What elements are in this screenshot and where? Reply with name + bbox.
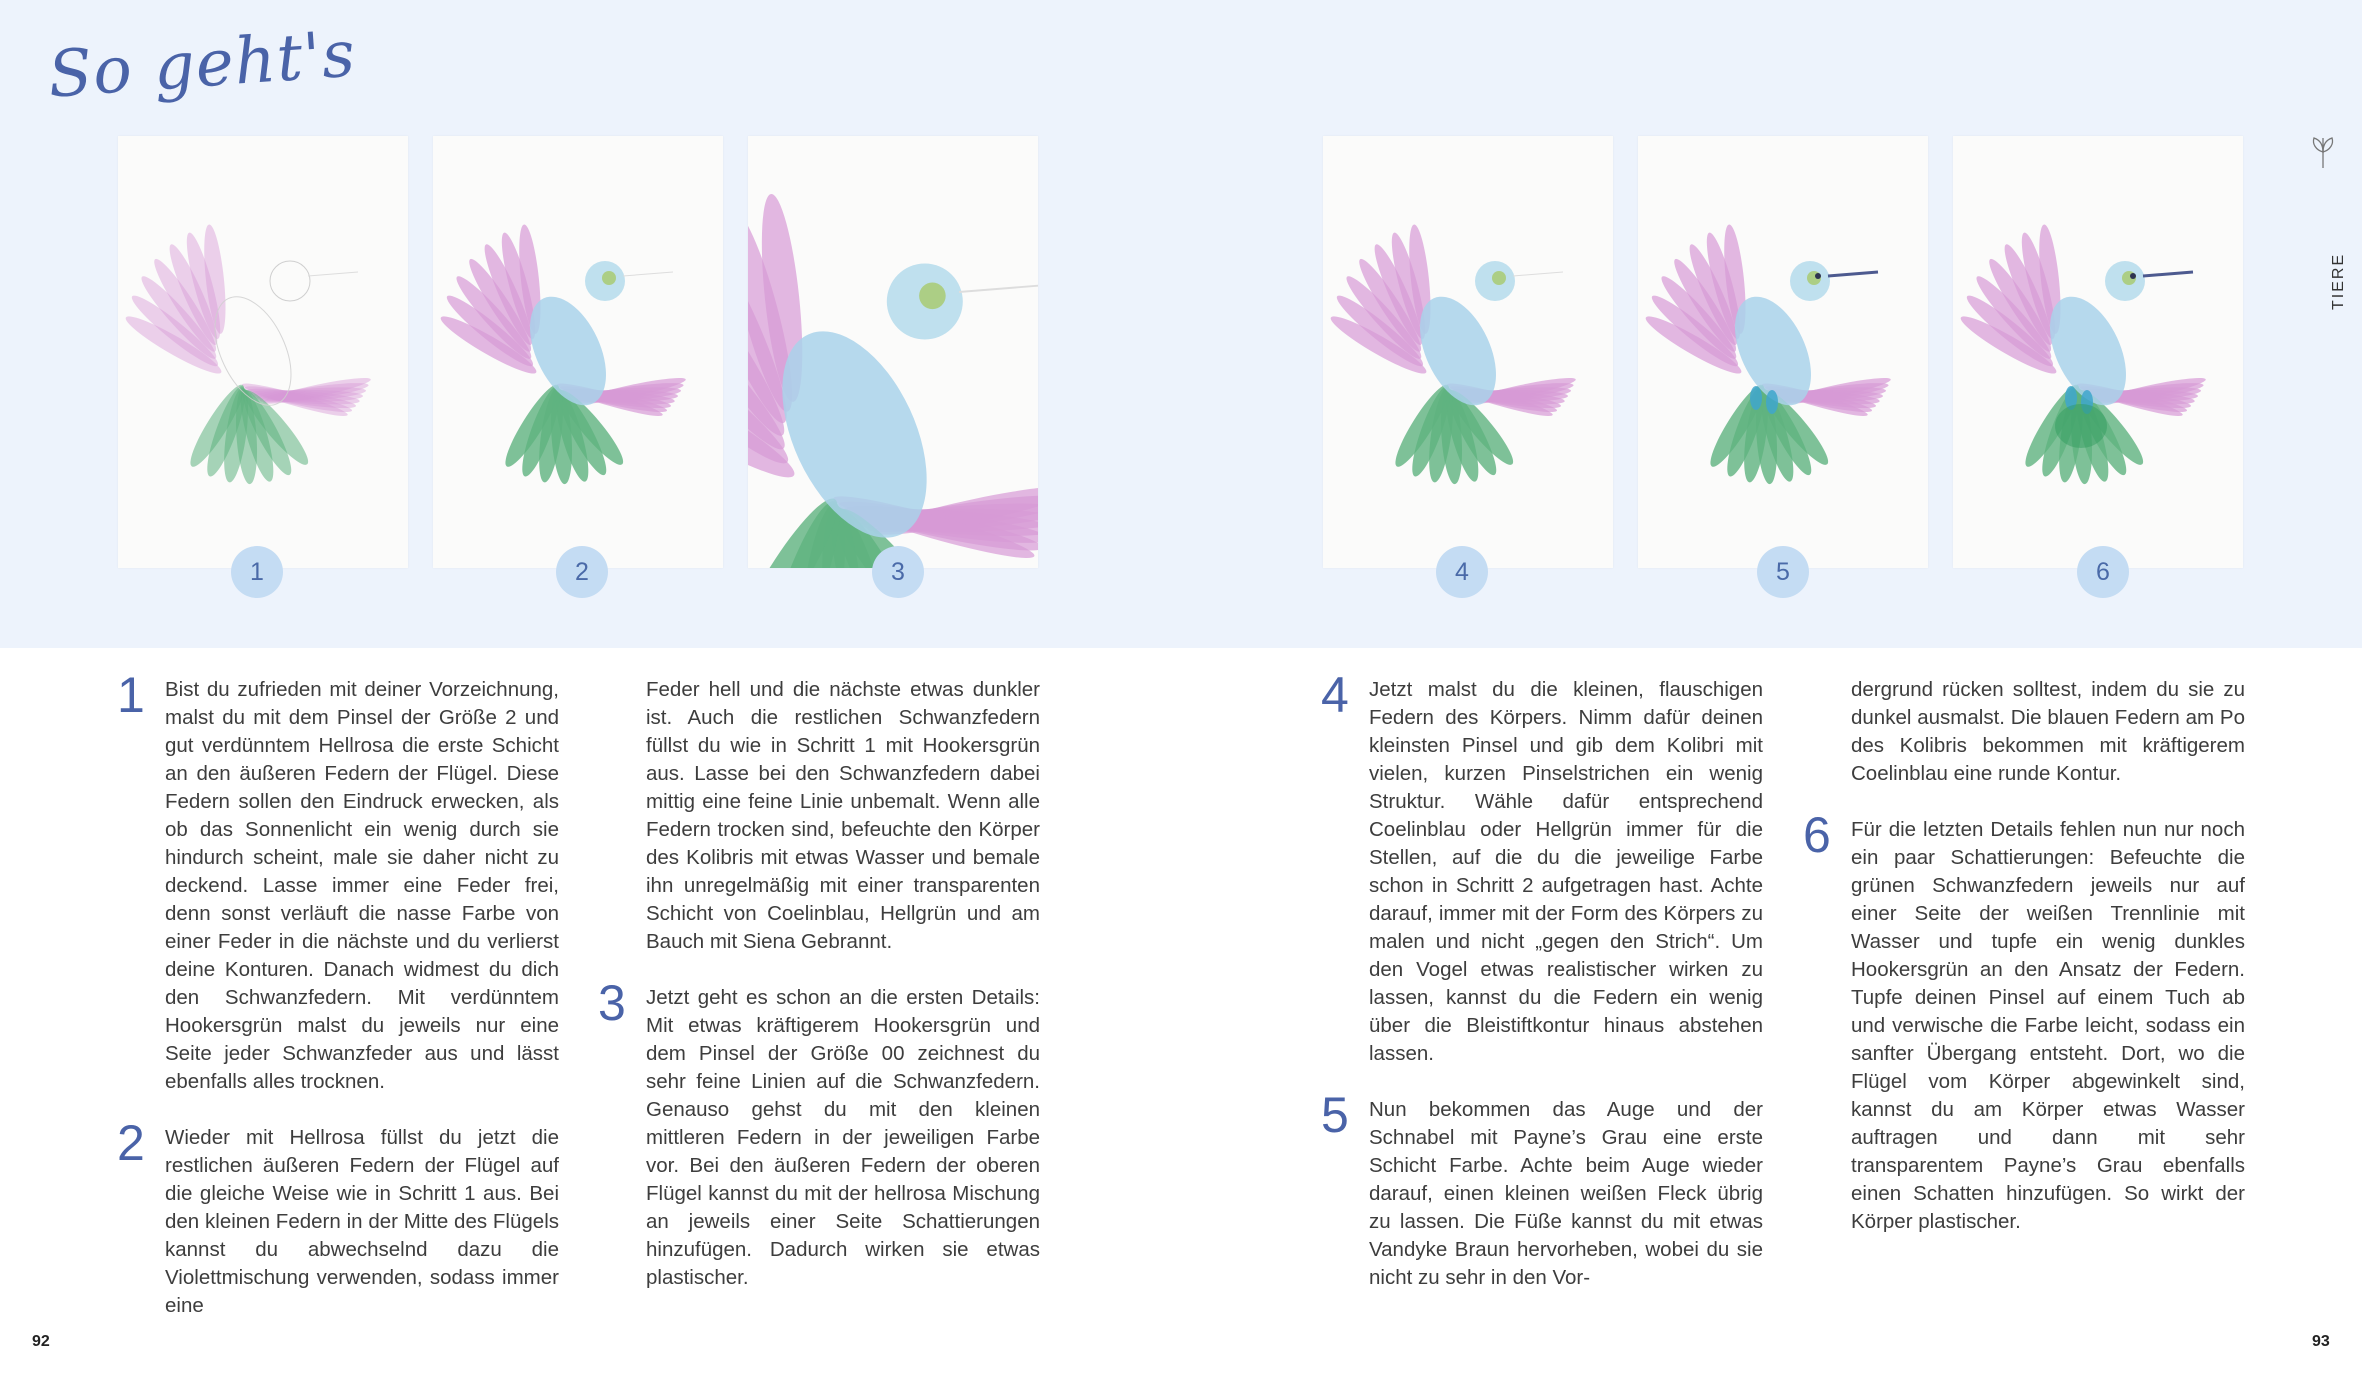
step-block-3 bbox=[598, 975, 1040, 1292]
text-column-4 bbox=[1803, 676, 2245, 1236]
step-number: 3 bbox=[598, 975, 626, 1031]
step-block-2-continued bbox=[646, 676, 1040, 956]
step-badge-3: 3 bbox=[872, 546, 924, 598]
step-text: Bist du zufrieden mit deiner Vorzeichnung, malst du mit dem Pinsel der Größe 2 und gut verdünntem Hellrosa die erste Schicht an den äußeren Federn der Flügel. Diese Federn sollen den Eindruck erwecken, als ob das Sonnenlicht ein wenig durch sie hindurch scheint, male sie daher nicht zu deckend. Lasse immer eine Feder frei, denn sonst verläuft die nasse Farbe von einer Feder in die nächste und du verlierst deine Konturen. Danach widmest du dich den Schwanzfedern. Mit verdünntem Hookersgrün malst du jeweils nur eine Seite jeder Schwanzfeder aus und lässt ebenfalls alles trocknen. bbox=[165, 678, 559, 1093]
step-text: Jetzt malst du die kleinen, flauschigen Federn des Körpers. Nimm dafür deinen kleinsten Pinsel und gib dem Kolibri mit vielen, kurzen Pinselstrichen ein wenig Struktur. Wähle dafür entsprechend Coelinblau oder Hellgrün immer für die Stellen, auf die du die jeweilige Farbe schon in Schritt 2 aufgetragen hast. Achte darauf, immer mit der Form des Körpers zu malen und nicht „gegen den Strich“. Um den Vogel etwas realistischer wirken zu lassen, kannst du die Federn ein wenig über die Bleistiftkontur hinaus abstehen lassen. bbox=[1369, 678, 1763, 1065]
hummingbird-illustration bbox=[1953, 136, 2243, 568]
hummingbird-illustration bbox=[748, 136, 1038, 568]
step-image-5 bbox=[1638, 136, 1928, 568]
step-number: 5 bbox=[1321, 1087, 1349, 1143]
page-title: So geht's bbox=[45, 17, 359, 113]
text-column-1 bbox=[117, 667, 559, 1320]
step-badge-4: 4 bbox=[1436, 546, 1488, 598]
step-block-6 bbox=[1803, 807, 2245, 1236]
text-column-2 bbox=[598, 676, 1040, 1292]
step-text: Für die letzten Details fehlen nun nur noch ein paar Schattierungen: Befeuchte die grünen Schwanzfedern jeweils nur auf einer Seite der weißen Trennlinie mit Wasser und tupfe ein wenig dunkles Hookersgrün an den Ansatz der Federn. Tupfe deinen Pinsel auf einem Tuch ab und verwische die Farbe leicht, sodass ein sanfter Übergang entsteht. Dort, wo die Flügel vom Körper abgewinkelt sind, kannst du am Körper etwas Wasser auftragen und dann mit sehr transparentem Payne’s Grau ebenfalls einen Schatten hinzufügen. So wirkt der Körper plastischer. bbox=[1851, 818, 2245, 1233]
step-number: 2 bbox=[117, 1115, 145, 1171]
step-number: 4 bbox=[1321, 667, 1349, 723]
page-number-right: 93 bbox=[2312, 1333, 2330, 1350]
step-text: Feder hell und die nächste etwas dunkler ist. Auch die restlichen Schwanzfedern füllst du wie in Schritt 1 mit Hookersgrün aus. Lasse bei den Schwanzfedern dabei mittig eine feine Linie unbemalt. Wenn alle Federn trocken sind, befeuchte den Körper des Kolibris mit etwas Wasser und bemale ihn unregelmäßig mit einer transparenten Schicht von Coelinblau, Hellgrün und am Bauch mit Siena Gebrannt. bbox=[646, 678, 1040, 953]
step-badge-2: 2 bbox=[556, 546, 608, 598]
page-number-left: 92 bbox=[32, 1333, 50, 1350]
text-column-3 bbox=[1321, 667, 1763, 1292]
hummingbird-illustration bbox=[1638, 136, 1928, 568]
section-tab bbox=[2300, 120, 2348, 310]
step-text: Nun bekommen das Auge und der Schnabel mit Payne’s Grau eine erste Schicht Farbe. Achte beim Auge wieder darauf, einen kleinen weißen Fleck übrig zu lassen. Die Füße kannst du mit etwas Vandyke Braun hervorheben, wobei du sie nicht zu sehr in den Vor- bbox=[1369, 1098, 1763, 1289]
step-image-2 bbox=[433, 136, 723, 568]
leaf-icon bbox=[2308, 134, 2338, 175]
step-number: 1 bbox=[117, 667, 145, 723]
step-image-3 bbox=[748, 136, 1038, 568]
step-badge-1: 1 bbox=[231, 546, 283, 598]
step-text: dergrund rücken solltest, indem du sie zu dunkel ausmalst. Die blauen Federn am Po des Kolibris bekommen mit kräftigerem Coelinblau eine runde Kontur. bbox=[1851, 678, 2245, 785]
step-image-6 bbox=[1953, 136, 2243, 568]
step-block-5 bbox=[1321, 1087, 1763, 1292]
section-label: TIERE bbox=[2330, 252, 2347, 310]
step-badge-5: 5 bbox=[1757, 546, 1809, 598]
hummingbird-illustration bbox=[118, 136, 408, 568]
step-image-1 bbox=[118, 136, 408, 568]
step-text: Jetzt geht es schon an die ersten Details: Mit etwas kräftigerem Hookersgrün und dem Pinsel der Größe 00 zeichnest du sehr feine Linien auf die Schwanzfedern. Genauso gehst du mit den kleinen mittleren Federn in der jeweiligen Farbe vor. Bei den äußeren Federn der oberen Flügel kannst du mit der hellrosa Mischung an jeweils einer Seite Schattierungen hinzufügen. Dadurch wirken sie etwas plastischer. bbox=[646, 986, 1040, 1289]
step-text: Wieder mit Hellrosa füllst du jetzt die restlichen äußeren Federn der Flügel auf die gleiche Weise wie in Schritt 1 aus. Bei den kleinen Federn in der Mitte des Flügels kannst du abwechselnd dazu die Violettmischung verwenden, sodass immer eine bbox=[165, 1126, 559, 1317]
step-badge-6: 6 bbox=[2077, 546, 2129, 598]
hummingbird-illustration bbox=[433, 136, 723, 568]
step-image-4 bbox=[1323, 136, 1613, 568]
step-block-4 bbox=[1321, 667, 1763, 1068]
hummingbird-illustration bbox=[1323, 136, 1613, 568]
step-block-2 bbox=[117, 1115, 559, 1320]
step-block-5-continued bbox=[1851, 676, 2245, 788]
step-block-1 bbox=[117, 667, 559, 1096]
step-number: 6 bbox=[1803, 807, 1831, 863]
